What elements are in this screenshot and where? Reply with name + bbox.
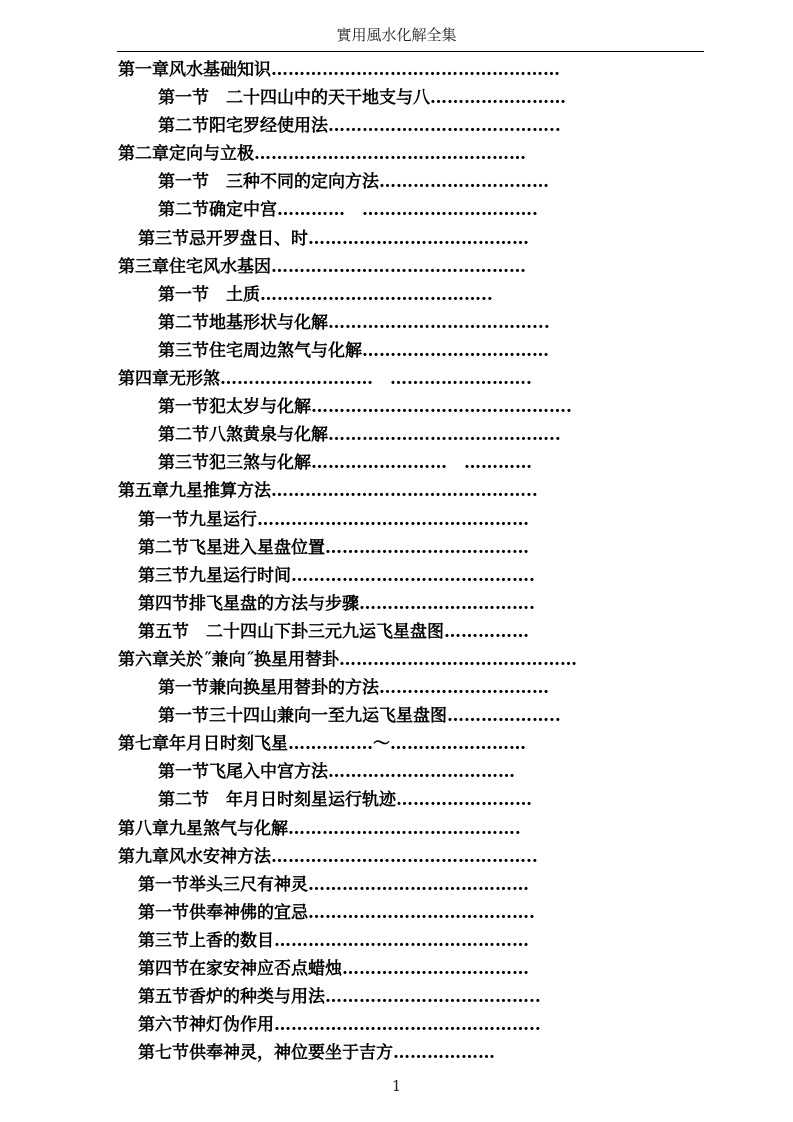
toc-section-entry[interactable]: 第三节住宅周边煞气与化解…………………………… [158,340,549,361]
toc-section-entry[interactable]: 第一节飞尾入中宫方法…………………………… [158,762,515,783]
toc-section-entry[interactable]: 第一节兼向换星用替卦的方法………………………… [158,678,549,699]
toc-section-entry[interactable]: 第二节阳宅罗经使用法………………………………….. [158,116,561,137]
toc-section-entry[interactable]: 第三节犯三煞与化解…………………… ………… [158,453,532,474]
toc-section-entry[interactable]: 第二节八煞黄泉与化解………………………………….. [158,425,561,446]
toc-section-entry[interactable]: 第二节 年月日时刻星运行轨迹…………………… [158,790,532,811]
toc-section-entry[interactable]: 第二节确定中宫………… …………………………. [158,200,538,221]
toc-section-entry[interactable]: 第一节九星运行………………………………………… [138,509,529,530]
toc-section-entry[interactable]: 第一节 二十四山中的天干地支与八…………………… [158,88,566,109]
toc-section-entry[interactable]: 第二节飞星进入星盘位置……………………………… [138,537,529,558]
toc-chapter-entry[interactable]: 第四章无形煞……………………… ……………………. [118,369,532,390]
table-of-contents [0,56,793,1067]
toc-chapter-entry[interactable]: 第七章年月日时刻飞星……………～…………………… [118,734,526,755]
toc-section-entry[interactable]: 第一节三十四山兼向一至九运飞星盘图……………….. [158,706,561,727]
header-title: 實用風水化解全集 [336,26,457,44]
toc-section-entry[interactable]: 第五节 二十四山下卦三元九运飞星盘图…………… [138,621,529,642]
toc-section-entry[interactable]: 第一节供奉神佛的宜忌…………………………………. [138,902,535,923]
toc-chapter-entry[interactable]: 第九章风水安神方法……………………………………….. [118,846,538,867]
toc-section-entry[interactable]: 第七节供奉神灵，神位要坐于吉方……………… [138,1043,495,1064]
toc-section-entry[interactable]: 第三节上香的数目……………………………………… [138,930,529,951]
toc-section-entry[interactable]: 第一节 三种不同的定向方法………………………… [158,172,549,193]
toc-chapter-entry[interactable]: 第八章九星煞气与化解…………………….……………. [118,818,521,839]
toc-section-entry[interactable]: 第四节在家安神应否点蜡烛…………………………… [138,959,529,979]
toc-section-entry[interactable]: 第二节地基形状与化解………………………………... [158,312,550,333]
toc-chapter-entry[interactable]: 第三章住宅风水基因……………………………………… [118,256,526,277]
toc-chapter-entry[interactable]: 第五章九星推算方法……………………………………….. [118,481,538,502]
toc-section-entry[interactable]: 第四节排飞星盘的方法与步骤…………………………. [138,593,535,614]
header-rule [117,51,704,52]
toc-section-entry[interactable]: 第五节香炉的种类与用法……………………………….. [138,987,541,1008]
toc-section-entry[interactable]: 第一节犯太岁与化解………………………………………. [158,397,572,418]
toc-chapter-entry[interactable]: 第二章定向与立极………………………………………… [118,144,526,165]
page-number: 1 [391,1077,402,1095]
toc-chapter-entry[interactable]: 第六章关於˝兼向˝换星用替卦…………………………………… [118,649,577,670]
toc-chapter-entry[interactable]: 第一章风水基础知识…………………………………………… [118,60,560,80]
toc-section-entry[interactable]: 第六节神灯伪作用……………………………………….. [138,1015,541,1036]
toc-section-entry[interactable]: 第三节九星运行时间……………………………………. [138,565,535,586]
toc-section-entry[interactable]: 第三节忌开罗盘日、时………………………………… [138,228,529,249]
toc-section-entry[interactable]: 第一节 土质………………………………….. [158,284,493,305]
toc-section-entry[interactable]: 第一节举头三尺有神灵………………………………… [138,874,529,895]
